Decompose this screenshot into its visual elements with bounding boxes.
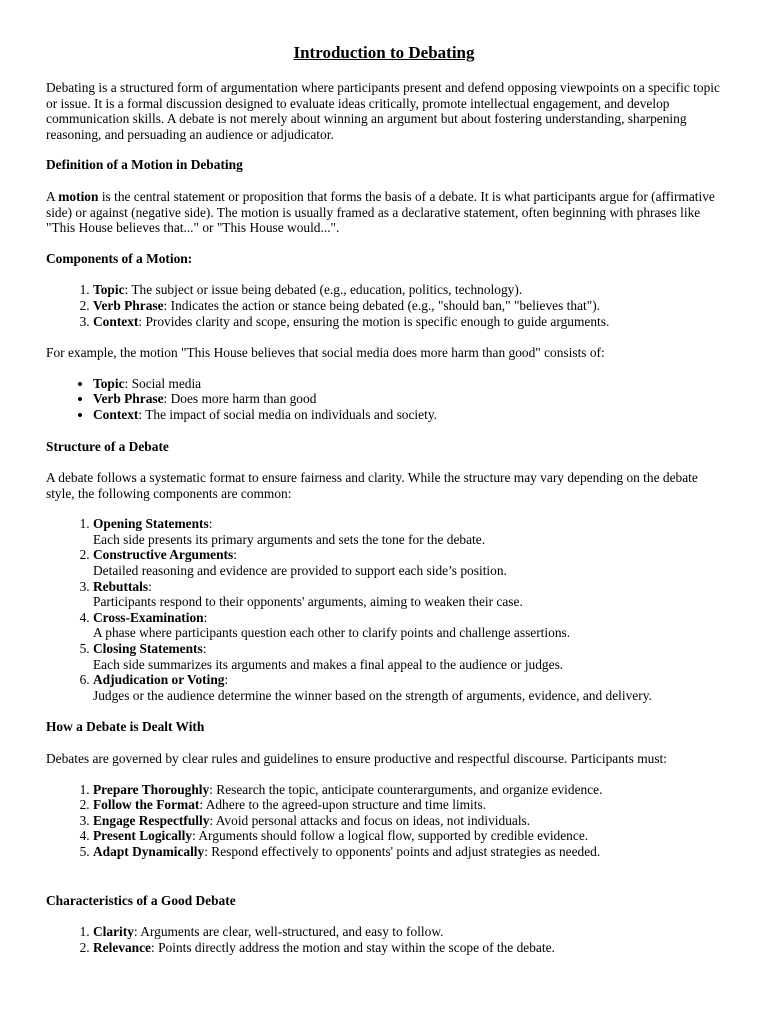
components-list xyxy=(46,282,722,329)
list-item-term: Prepare Thoroughly xyxy=(93,781,210,797)
list-item xyxy=(93,391,722,407)
list-item-text: : Arguments are clear, well-structured, and easy to follow. xyxy=(133,924,444,940)
motion-term: motion xyxy=(58,188,99,204)
list-item-term: Closing Statements xyxy=(93,641,203,657)
list-item-text: : The subject or issue being debated (e.g., education, politics, technology). xyxy=(124,282,523,298)
list-item-text: : Arguments should follow a logical flow, supported by credible evidence. xyxy=(192,828,589,844)
list-item xyxy=(93,376,722,392)
list-item-text: : Indicates the action or stance being debated (e.g., "should ban," "believes that"). xyxy=(163,297,601,313)
list-item-colon: : xyxy=(148,578,152,594)
motion-para-rest: is the central statement or proposition that forms the basis of a debate. It is what participants argue for (affirmative side) or against (negative side). The motion is usually framed as a declarative statement, often beginning with phrases like "This House believes that..." or "This House would...". xyxy=(46,188,715,236)
list-item xyxy=(93,298,722,314)
list-item-term: Constructive Arguments xyxy=(93,547,234,563)
list-item-term: Verb Phrase xyxy=(93,297,164,313)
list-item xyxy=(93,672,722,703)
dealt-heading: How a Debate is Dealt With xyxy=(46,719,205,735)
list-item xyxy=(93,940,722,956)
list-item-text: : Does more harm than good xyxy=(163,391,317,407)
list-item-term: Relevance xyxy=(93,939,152,955)
list-item-term: Topic xyxy=(93,375,125,391)
list-item-desc: Participants respond to their opponents' arguments, aiming to weaken their case. xyxy=(93,594,523,610)
list-item-desc: A phase where participants question each other to clarify points and challenge assertions. xyxy=(93,625,571,641)
list-item xyxy=(93,407,722,423)
structure-intro: A debate follows a systematic format to ensure fairness and clarity. While the structure may vary depending on the debate style, the following components are common: xyxy=(46,470,698,501)
list-item-text: : Provides clarity and scope, ensuring the motion is specific enough to guide arguments. xyxy=(138,313,610,329)
list-item-text: : Points directly address the motion and stay within the scope of the debate. xyxy=(151,939,555,955)
list-item xyxy=(93,782,722,798)
list-item xyxy=(93,828,722,844)
list-item-colon: : xyxy=(224,672,229,688)
list-item xyxy=(93,547,722,578)
list-item-term: Verb Phrase xyxy=(93,391,164,407)
list-item-colon: : xyxy=(233,547,237,563)
list-item-desc: Each side presents its primary arguments and sets the tone for the debate. xyxy=(93,531,486,547)
example-list xyxy=(46,376,722,423)
list-item-term: Adapt Dynamically xyxy=(93,843,205,859)
structure-list xyxy=(46,516,722,703)
document-title: Introduction to Debating xyxy=(293,43,475,62)
list-item-term: Engage Respectfully xyxy=(93,812,210,828)
dealt-intro: Debates are governed by clear rules and guidelines to ensure productive and respectful discourse. Participants must: xyxy=(46,751,667,766)
list-item-colon: : xyxy=(208,516,213,532)
motion-para-start: A xyxy=(46,188,59,204)
list-item-text: : Avoid personal attacks and focus on ideas, not individuals. xyxy=(209,812,531,828)
components-heading: Components of a Motion: xyxy=(46,250,193,266)
dealt-list xyxy=(46,782,722,860)
list-item xyxy=(93,813,722,829)
list-item-desc: Each side summarizes its arguments and makes a final appeal to the audience or judges. xyxy=(93,656,564,672)
list-item xyxy=(93,314,722,330)
list-item xyxy=(93,844,722,860)
example-intro: For example, the motion "This House believes that social media does more harm than good" consists of: xyxy=(46,345,605,361)
list-item-text: : Respond effectively to opponents' points and adjust strategies as needed. xyxy=(204,843,601,859)
intro-paragraph: Debating is a structured form of argumentation where participants present and defend opposing viewpoints on a specific topic or issue. It is a formal discussion designed to evaluate ideas critically, promote intellectual engagement, and develop communication skills. A debate is not merely about winning an argument but about fostering understanding, sharpening reasoning, and persuading an audience or adjudicator. xyxy=(46,80,720,142)
list-item-desc: Detailed reasoning and evidence are provided to support each side’s position. xyxy=(93,563,507,579)
list-item xyxy=(93,282,722,298)
list-item-term: Context xyxy=(93,313,139,329)
list-item-term: Topic xyxy=(93,282,125,298)
list-item-desc: Judges or the audience determine the winner based on the strength of arguments, evidence, and delivery. xyxy=(93,687,652,703)
list-item-term: Present Logically xyxy=(93,828,193,844)
list-item xyxy=(93,797,722,813)
list-item-term: Adjudication or Voting xyxy=(93,672,225,688)
motion-heading: Definition of a Motion in Debating xyxy=(46,157,243,173)
list-item-text: : Research the topic, anticipate counterarguments, and organize evidence. xyxy=(209,781,603,797)
list-item-colon: : xyxy=(203,609,208,625)
list-item xyxy=(93,641,722,672)
list-item-colon: : xyxy=(202,641,207,657)
list-item xyxy=(93,516,722,547)
list-item-text: : Adhere to the agreed-upon structure and time limits. xyxy=(199,797,487,813)
characteristics-list xyxy=(46,924,722,955)
list-item-text: : The impact of social media on individuals and society. xyxy=(138,406,437,422)
list-item-text: : Social media xyxy=(124,375,202,391)
characteristics-heading: Characteristics of a Good Debate xyxy=(46,892,236,908)
list-item-term: Rebuttals xyxy=(93,578,149,594)
list-item-term: Opening Statements xyxy=(93,516,209,532)
list-item-term: Follow the Format xyxy=(93,797,200,813)
motion-paragraph xyxy=(46,189,722,236)
structure-heading: Structure of a Debate xyxy=(46,438,169,454)
list-item xyxy=(93,610,722,641)
list-item xyxy=(93,579,722,610)
list-item xyxy=(93,924,722,940)
list-item-term: Clarity xyxy=(93,924,134,940)
list-item-term: Cross-Examination xyxy=(93,609,204,625)
list-item-term: Context xyxy=(93,406,139,422)
